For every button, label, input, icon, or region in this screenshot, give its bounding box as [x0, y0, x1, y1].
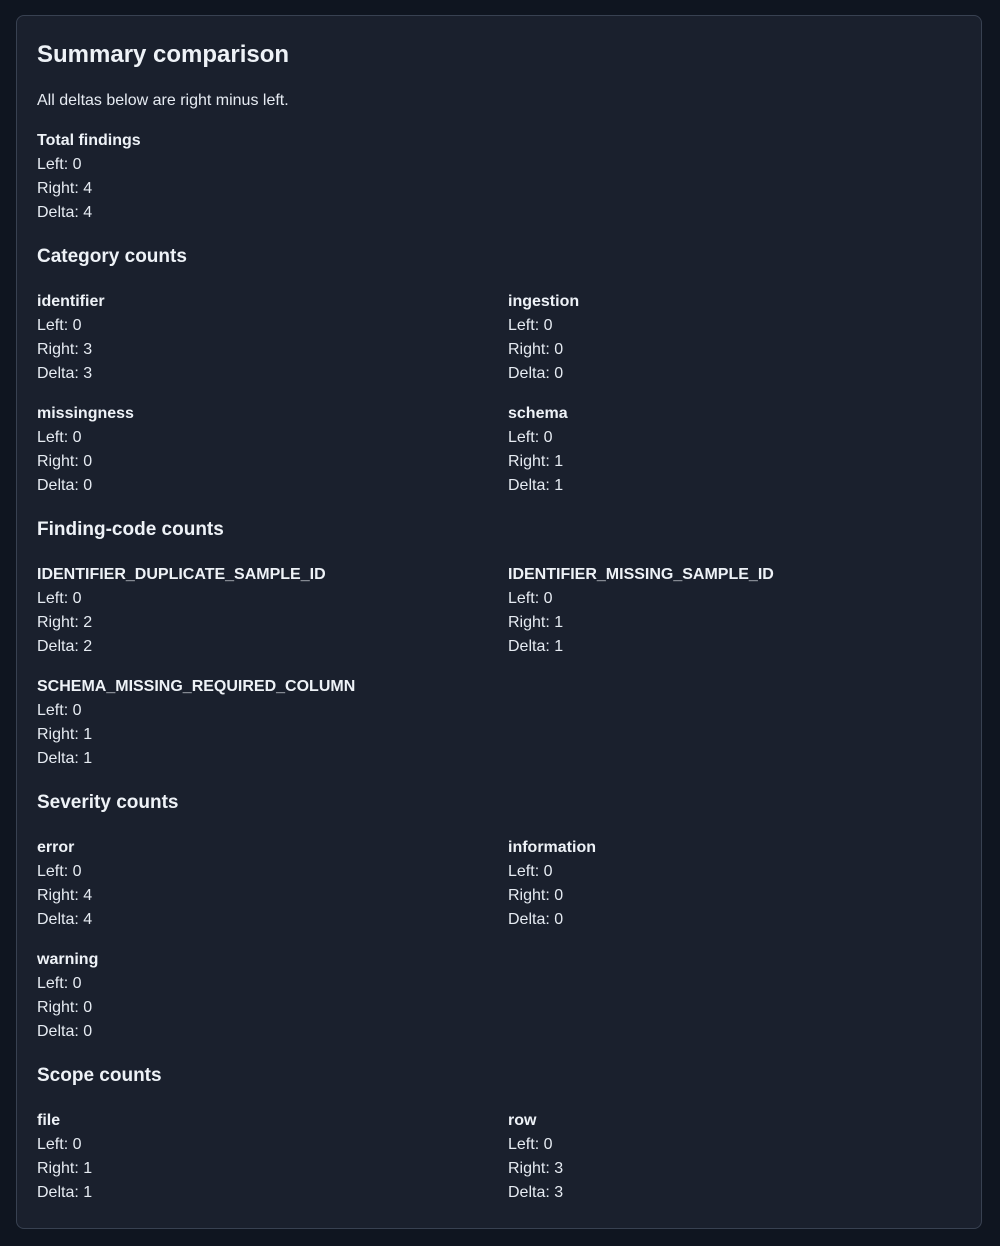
count-delta-value: Delta: 1 — [508, 638, 564, 655]
count-item-label: file — [37, 1112, 61, 1129]
total-findings-block — [37, 129, 961, 225]
count-delta-value: Delta: 0 — [37, 1023, 93, 1040]
category-counts-section — [37, 245, 961, 498]
count-item — [37, 948, 508, 1044]
count-item — [508, 1109, 958, 1205]
count-right-value: Right: 0 — [508, 887, 564, 904]
scope-counts-section — [37, 1064, 961, 1205]
count-left-value: Left: 0 — [508, 317, 553, 334]
count-delta-value: Delta: 2 — [37, 638, 93, 655]
count-item — [37, 290, 508, 386]
count-right-value: Right: 1 — [508, 453, 564, 470]
count-delta-value: Delta: 3 — [37, 365, 93, 382]
count-item — [37, 675, 508, 771]
count-item — [508, 290, 958, 386]
count-delta-value: Delta: 1 — [37, 1184, 93, 1201]
count-item-label: missingness — [37, 405, 134, 422]
count-right-value: Right: 4 — [37, 887, 93, 904]
count-left-value: Left: 0 — [508, 1136, 553, 1153]
count-left-value: Left: 0 — [37, 863, 82, 880]
section-title: Category counts — [37, 246, 187, 267]
count-left-value: Left: 0 — [37, 590, 82, 607]
count-item-label: IDENTIFIER_DUPLICATE_SAMPLE_ID — [37, 566, 326, 583]
count-item — [508, 563, 958, 659]
count-right-value: Right: 1 — [37, 726, 93, 743]
count-delta-value: Delta: 0 — [508, 911, 564, 928]
finding-code-counts-section — [37, 518, 961, 771]
count-left-value: Left: 0 — [508, 429, 553, 446]
count-right-value: Right: 3 — [508, 1160, 564, 1177]
count-left-value: Left: 0 — [508, 863, 553, 880]
count-delta-value: Delta: 0 — [508, 365, 564, 382]
section-title: Finding-code counts — [37, 519, 224, 540]
count-item — [37, 836, 508, 932]
count-delta-value: Delta: 0 — [37, 477, 93, 494]
count-right-value: Right: 0 — [37, 999, 93, 1016]
total-left-value: Left: 0 — [37, 156, 82, 173]
count-item — [37, 402, 508, 498]
count-grid — [37, 836, 961, 1044]
count-delta-value: Delta: 4 — [37, 911, 93, 928]
count-left-value: Left: 0 — [37, 429, 82, 446]
count-left-value: Left: 0 — [37, 317, 82, 334]
count-item — [508, 402, 958, 498]
count-item — [508, 836, 958, 932]
count-right-value: Right: 3 — [37, 341, 93, 358]
intro-text: All deltas below are right minus left. — [37, 92, 289, 109]
count-delta-value: Delta: 1 — [508, 477, 564, 494]
count-left-value: Left: 0 — [37, 1136, 82, 1153]
count-item-label: SCHEMA_MISSING_REQUIRED_COLUMN — [37, 678, 356, 695]
count-item — [37, 563, 508, 659]
page-title: Summary comparison — [37, 41, 290, 68]
count-item-label: IDENTIFIER_MISSING_SAMPLE_ID — [508, 566, 774, 583]
count-left-value: Left: 0 — [37, 975, 82, 992]
count-item — [37, 1109, 508, 1205]
count-left-value: Left: 0 — [508, 590, 553, 607]
count-right-value: Right: 0 — [37, 453, 93, 470]
count-item-label: row — [508, 1112, 537, 1129]
count-right-value: Right: 1 — [37, 1160, 93, 1177]
count-item-label: error — [37, 839, 75, 856]
severity-counts-section — [37, 791, 961, 1044]
total-findings-title: Total findings — [37, 132, 141, 149]
count-item-label: schema — [508, 405, 568, 422]
count-left-value: Left: 0 — [37, 702, 82, 719]
count-grid — [37, 290, 961, 498]
count-delta-value: Delta: 1 — [37, 750, 93, 767]
section-title: Scope counts — [37, 1065, 162, 1086]
count-item-label: identifier — [37, 293, 105, 310]
count-item-label: information — [508, 839, 596, 856]
count-right-value: Right: 1 — [508, 614, 564, 631]
count-right-value: Right: 0 — [508, 341, 564, 358]
count-item-label: ingestion — [508, 293, 580, 310]
total-delta-value: Delta: 4 — [37, 204, 93, 221]
total-right-value: Right: 4 — [37, 180, 93, 197]
count-grid — [37, 1109, 961, 1205]
count-grid — [37, 563, 961, 771]
count-item-label: warning — [37, 951, 99, 968]
section-title: Severity counts — [37, 792, 179, 813]
summary-comparison-panel — [16, 15, 982, 1229]
count-delta-value: Delta: 3 — [508, 1184, 564, 1201]
count-right-value: Right: 2 — [37, 614, 93, 631]
